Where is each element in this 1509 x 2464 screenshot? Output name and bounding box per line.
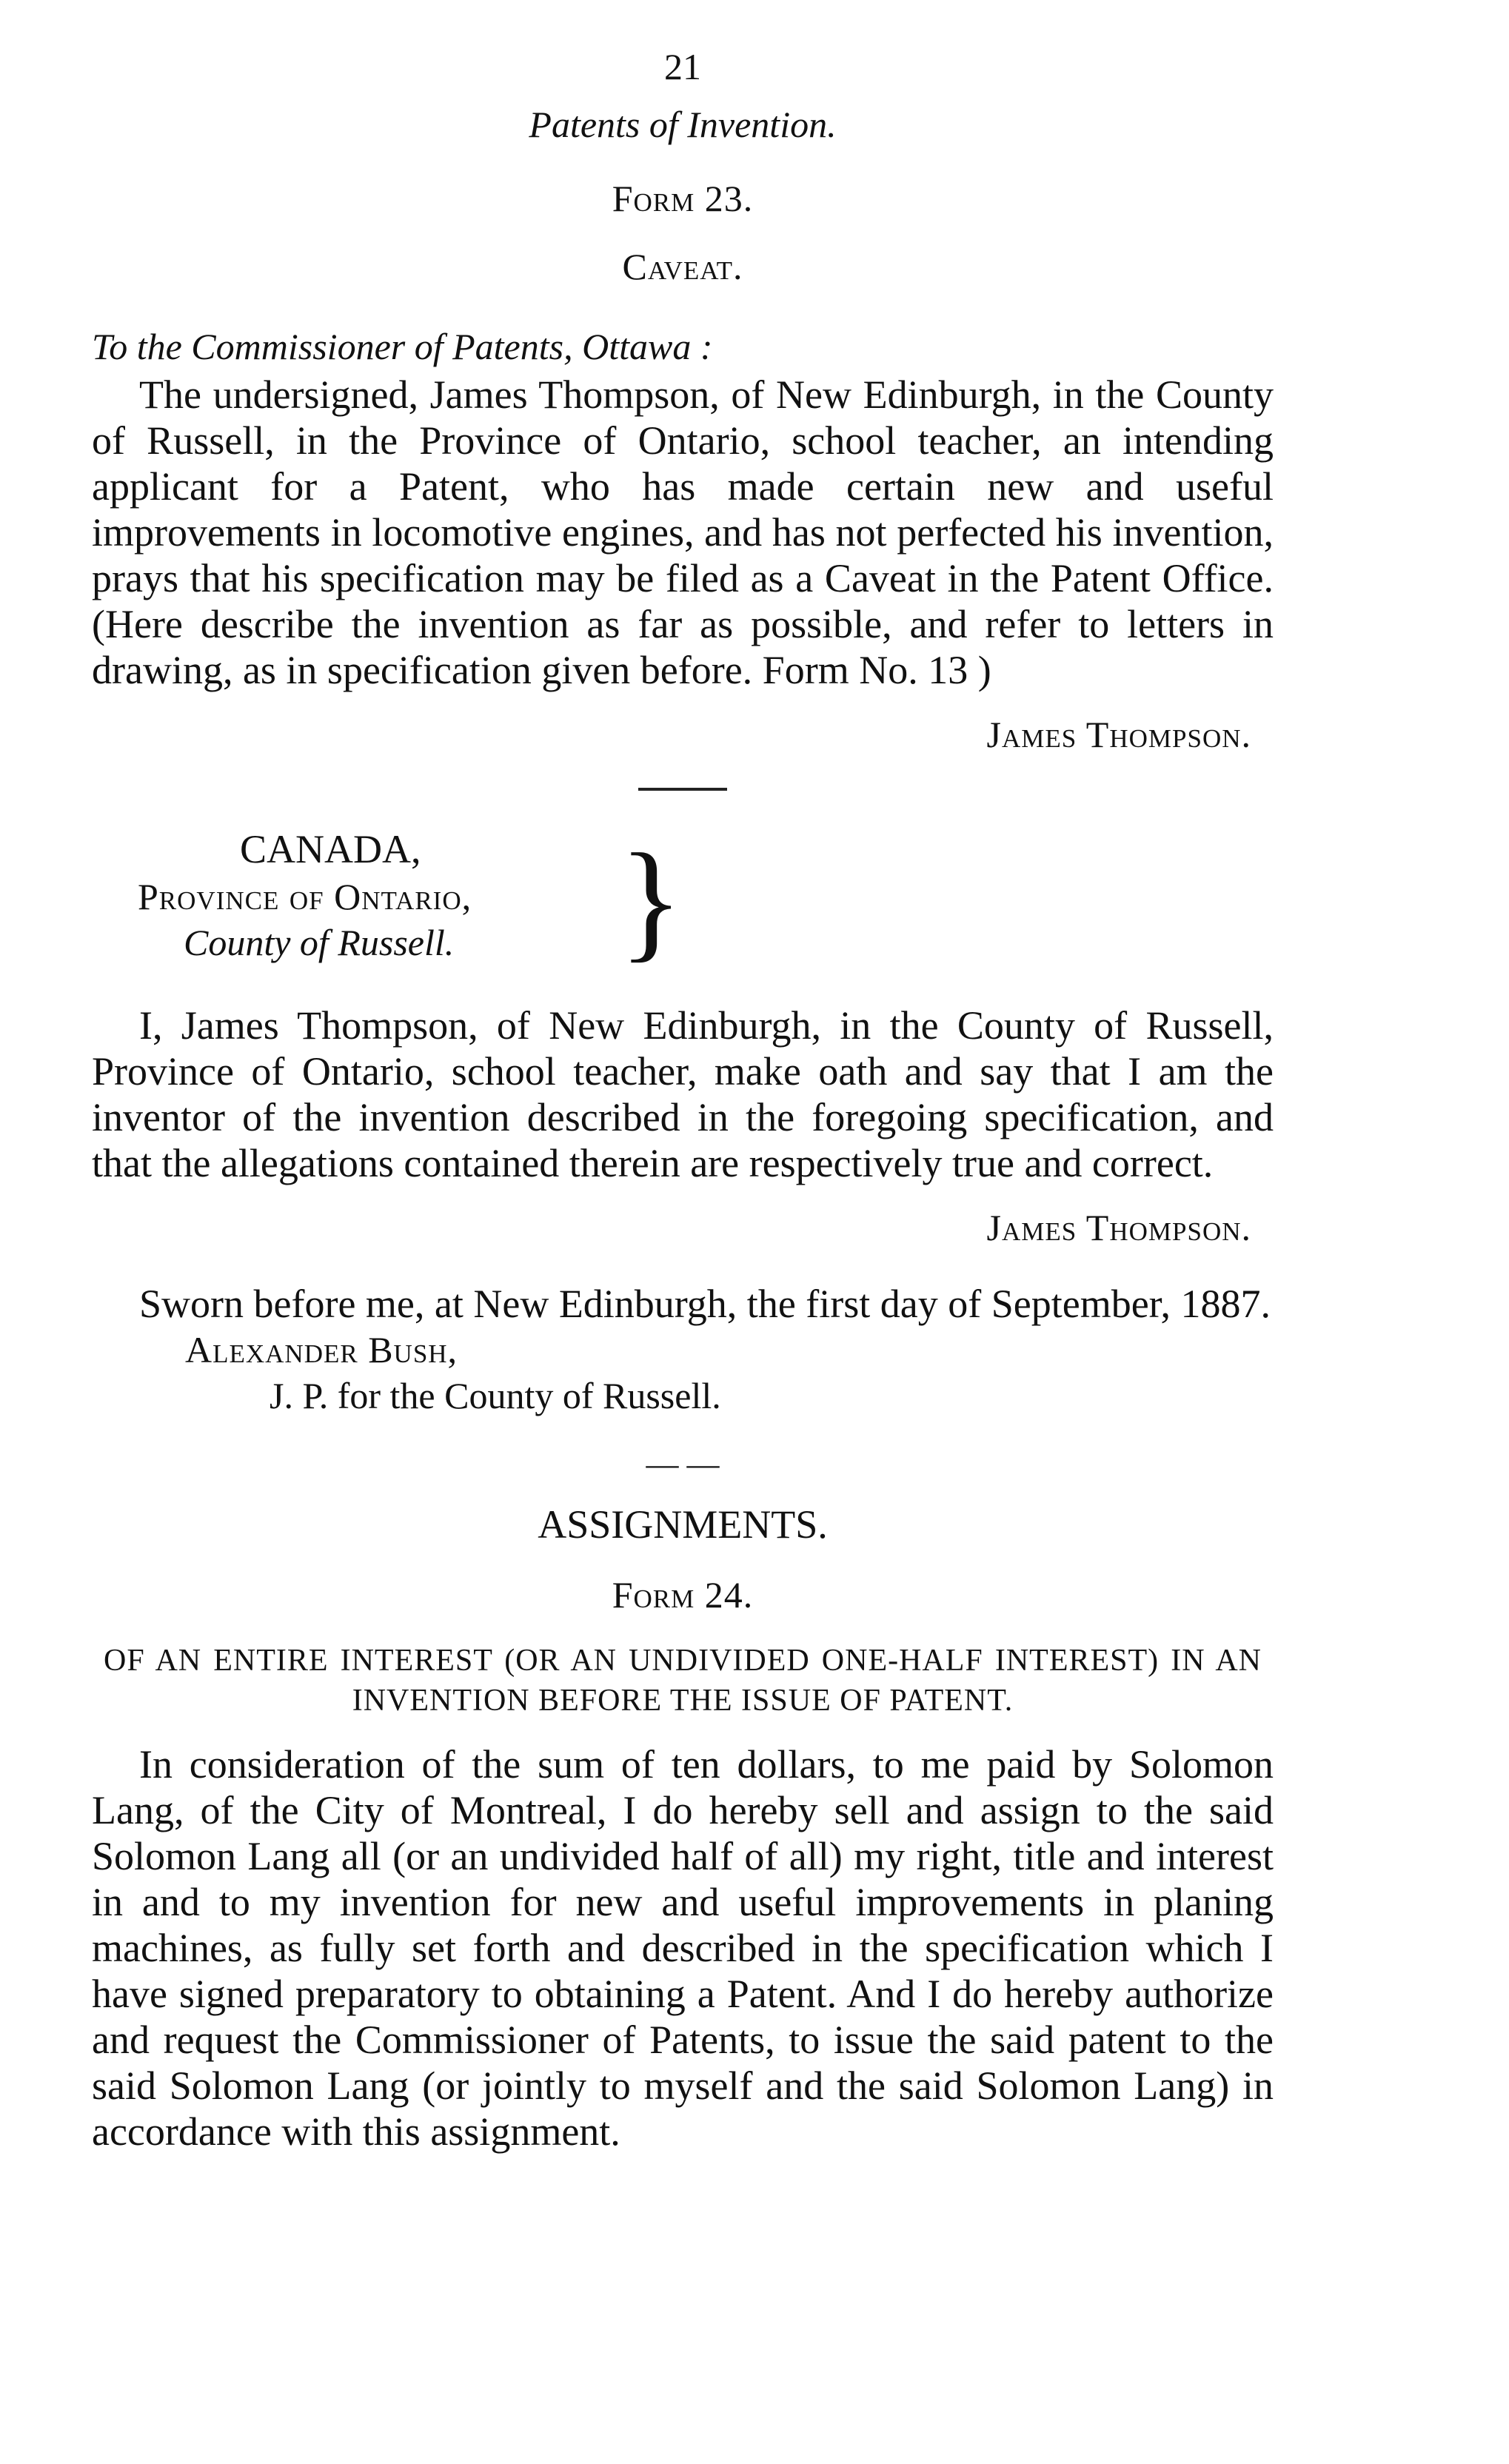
commissioner-title: J. P. for the County of Russell. (270, 1375, 721, 1416)
assignment-subheading: OF AN ENTIRE INTEREST (OR AN UNDIVIDED ONE-HALF INTEREST) IN AN INVENTION BEFORE THE ISSUE OF PATENT. (104, 1644, 1262, 1718)
running-head: Patents of Invention. (529, 104, 837, 145)
assignment-body: In consideration of the sum of ten dollars, to me paid by Solomon Lang, of the City of Montreal, I do hereby sell and assign to the said Solomon Lang all (or an undivided half of all) my right, title and interest in and to my invention for new and useful improvements in planing machines, as fully set forth and described in the specification which I have signed preparatory to obtaining a Patent. And I do hereby authorize and request the Commissioner of Patents, to issue the said patent to the said Solomon Lang (or jointly to myself and the said Solomon Lang) in accordance with this assignment. (92, 1742, 1274, 2154)
section-divider (638, 788, 727, 791)
assignments-title: ASSIGNMENTS. (538, 1502, 828, 1547)
form-23-label: Form 23. (612, 178, 754, 219)
form-23-title: Caveat. (622, 246, 743, 287)
short-divider: — — (646, 1446, 720, 1482)
caveat-address: To the Commissioner of Patents, Ottawa : (92, 326, 713, 367)
form-23-section (92, 176, 1274, 757)
document-page (92, 44, 1274, 2155)
venue-province: Province of Ontario, (138, 876, 472, 917)
caveat-body: The undersigned, James Thompson, of New Edinburgh, in the County of Russell, in the Province of Ontario, school teacher, an intending applicant for a Patent, who has made certain new and useful improvements in locomotive engines, and has not perfected his invention, prays that his specification may be filed as a Caveat in the Patent Office. (Here describe the invention as far as possible, and refer to letters in drawing, as in specification given before. Form No. 13 ) (92, 372, 1274, 692)
commissioner-name: Alexander Bush, (185, 1329, 458, 1370)
venue-block (92, 826, 1274, 982)
caveat-signature: James Thompson. (986, 714, 1251, 755)
affidavit-section (92, 826, 1274, 1419)
affidavit-body: I, James Thompson, of New Edinburgh, in the County of Russell, Province of Ontario, school teacher, make oath and say that I am the inventor of the invention described in the foregoing specification, and that the allegations contained therein are respectively true and correct. (92, 1003, 1274, 1185)
venue-county: County of Russell. (184, 922, 455, 963)
venue-country: CANADA, (240, 827, 421, 871)
assignments-section (92, 1502, 1274, 2155)
venue-brace: } (619, 826, 683, 974)
page-number: 21 (664, 46, 701, 87)
form-24-label: Form 24. (612, 1574, 754, 1616)
sworn-statement: Sworn before me, at New Edinburgh, the first day of September, 1887. (139, 1282, 1271, 1326)
affidavit-signature: James Thompson. (986, 1207, 1251, 1248)
